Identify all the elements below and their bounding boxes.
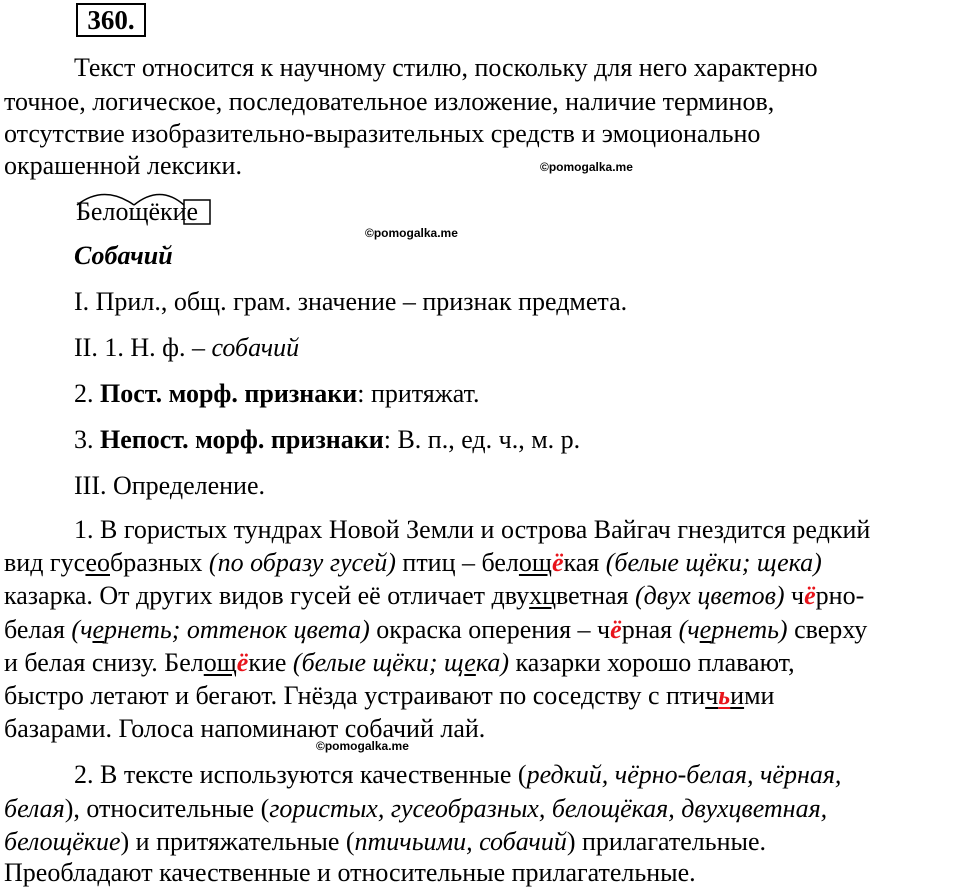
watermark: ©pomogalka.me — [540, 160, 633, 174]
morpheme-word: Белощёкие — [76, 197, 199, 226]
intro-line-1: Текст относится к научному стилю, поскольку для него характерно — [74, 53, 818, 82]
task1-line-6: быстро летают и бегают. Гнёзда устраивают по соседству с птичьими — [4, 681, 775, 710]
task2-line-2: белая), относительные (гористых, гусеобразных, белощёкая, двухцветная, — [4, 794, 828, 823]
morpheme-parse — [74, 188, 224, 232]
analysis-heading: Собачий — [74, 241, 173, 270]
analysis-line-1: I. Прил., общ. грам. значение – признак предмета. — [74, 287, 628, 316]
intro-line-2: точное, логическое, последовательное изложение, наличие терминов, — [4, 87, 775, 116]
task2-line-3: белощёкие) и притяжательные (птичьими, собачий) прилагательные. — [4, 827, 767, 856]
watermark: ©pomogalka.me — [365, 226, 458, 240]
task2-line-4: Преобладают качественные и относительные прилагательные. — [4, 858, 696, 887]
exercise-number: 360. — [76, 3, 146, 37]
task1-line-4: белая (чернеть; оттенок цвета) окраска оперения – чёрная (чернеть) сверху — [4, 615, 868, 644]
task1-line-2: вид гусеобразных (по образу гусей) птиц – белощёкая (белые щёки; щека) — [4, 548, 822, 577]
analysis-line-5: III. Определение. — [74, 471, 266, 500]
task1-line-5: и белая снизу. Белощёкие (белые щёки; щека) казарки хорошо плавают, — [4, 648, 795, 677]
task1-line-7: базарами. Голоса напоминают собачий лай. — [4, 714, 486, 743]
analysis-line-4: 3. Непост. морф. признаки: В. п., ед. ч., м. р. — [74, 425, 581, 454]
watermark: ©pomogalka.me — [316, 739, 409, 753]
task1-line-3: казарка. От других видов гусей её отличает двухцветная (двух цветов) чёрно- — [4, 581, 865, 610]
analysis-line-3: 2. Пост. морф. признаки: притяжат. — [74, 379, 480, 408]
task1-line-1: 1. В гористых тундрах Новой Земли и острова Вайгач гнездится редкий — [74, 515, 871, 544]
intro-line-4: окрашенной лексики. — [4, 151, 242, 180]
task2-line-1: 2. В тексте используются качественные (редкий, чёрно-белая, чёрная, — [74, 760, 842, 789]
intro-line-3: отсутствие изобразительно-выразительных средств и эмоционально — [4, 119, 761, 148]
analysis-line-2: II. 1. Н. ф. – собачий — [74, 333, 300, 362]
